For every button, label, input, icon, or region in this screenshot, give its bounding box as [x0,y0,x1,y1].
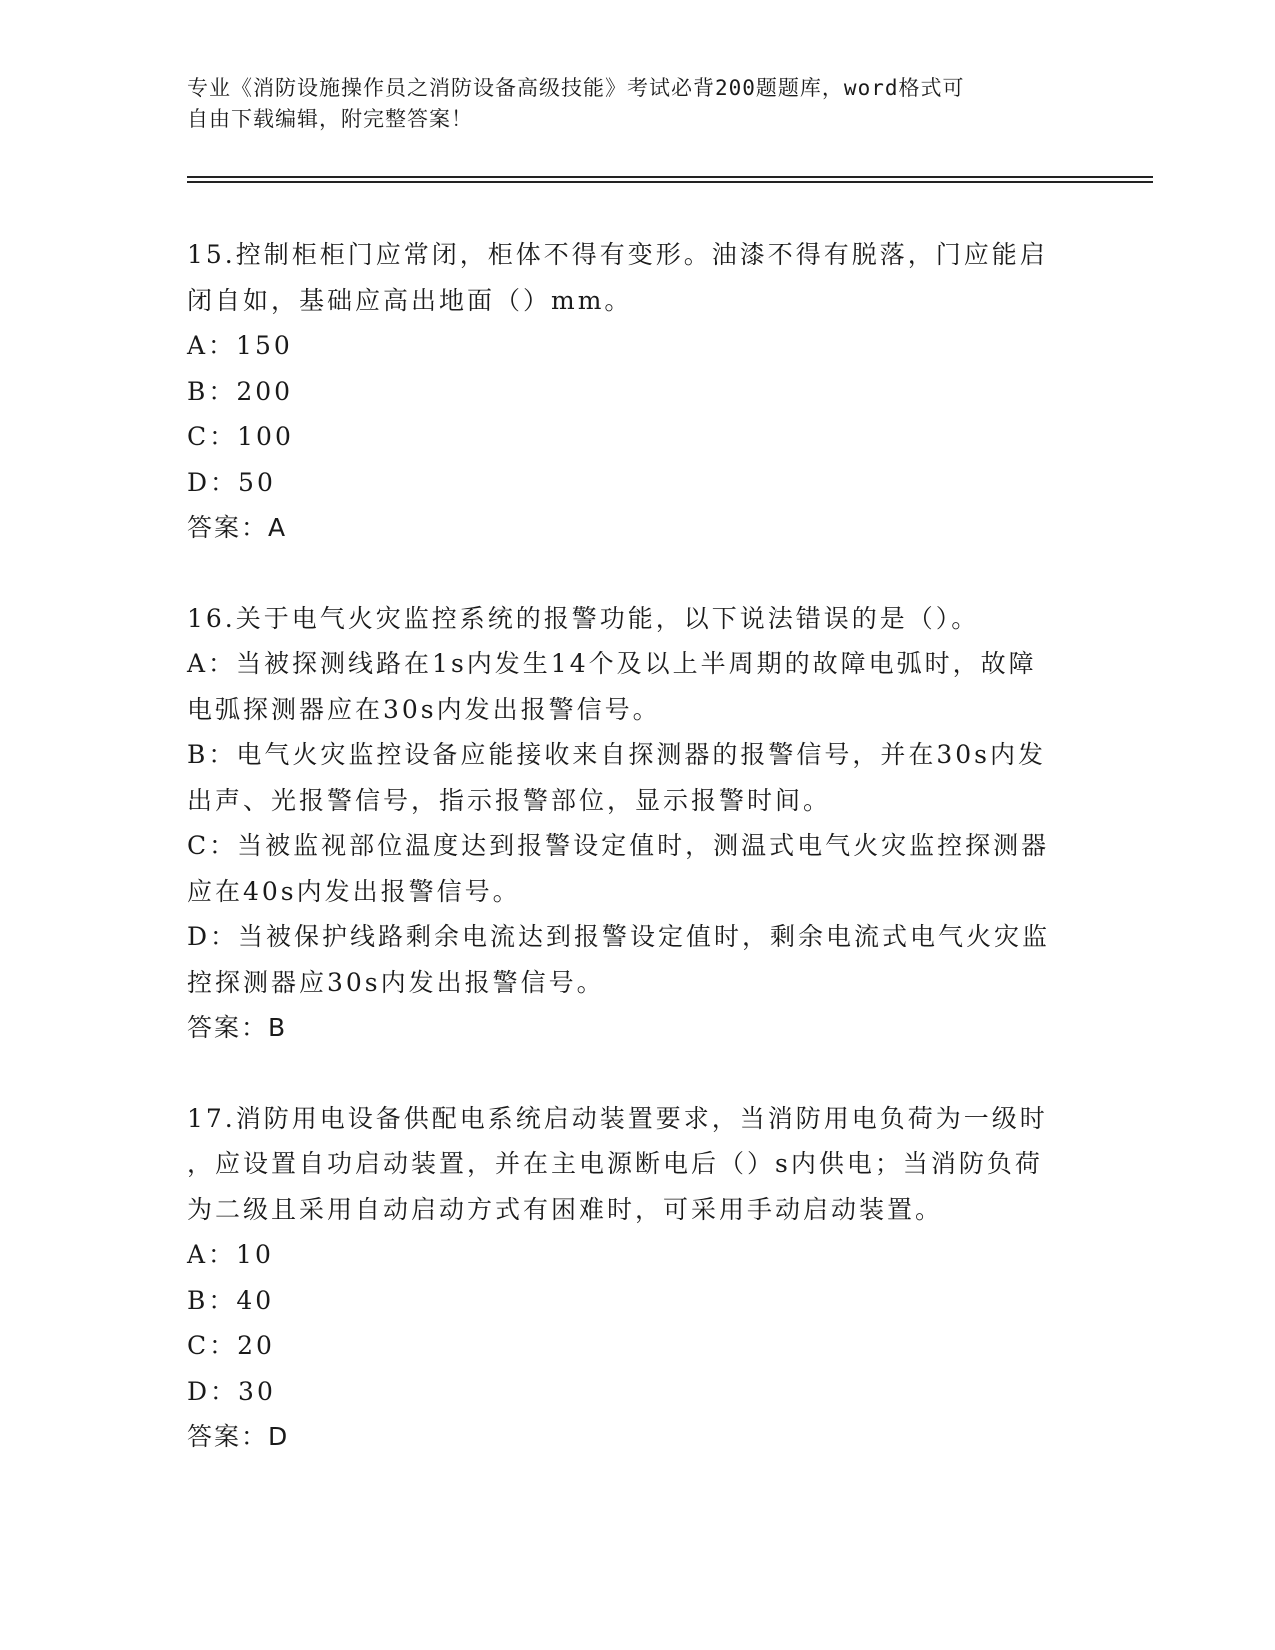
question-list [187,232,1087,1505]
option-d-line-2: 控探测器应30s内发出报警信号。 [187,967,605,997]
question-stem-line: ，应设置自功启动装置，并在主电源断电后（）s内供电；当消防负荷 [187,1149,1043,1178]
option-c: C：100 [187,422,294,451]
option-a: A：10 [187,1240,274,1269]
option-b: B：200 [187,376,294,406]
answer-line: 答案：A [187,513,288,542]
option-d-line-1: D：当被保护线路剩余电流达到报警设定值时，剩余电流式电气火灾监 [187,922,1051,951]
answer-line: 答案：B [187,1013,288,1042]
question-17 [187,1096,1087,1460]
option-a-line-1: A：当被探测线路在1s内发生14个及以上半周期的故障电弧时，故障 [187,649,1037,678]
question-stem-line: 17.消防用电设备供配电系统启动装置要求，当消防用电负荷为一级时 [187,1103,1048,1133]
question-16 [187,596,1087,1051]
answer-line: 答案：D [187,1422,290,1451]
option-d: D：50 [187,467,276,497]
document-header [187,73,1087,135]
option-a: A：150 [187,331,293,360]
question-stem-line: 闭自如，基础应高出地面（）mm。 [187,285,633,315]
question-stem-line: 16.关于电气火灾监控系统的报警功能，以下说法错误的是（）。 [187,603,980,633]
option-c: C：20 [187,1331,275,1360]
header-line-1: 专业《消防设施操作员之消防设备高级技能》考试必背200题题库，word格式可 [187,76,965,100]
header-line-2: 自由下载编辑，附完整答案！ [187,107,473,131]
question-15 [187,232,1087,551]
option-c-line-2: 应在40s内发出报警信号。 [187,876,521,906]
question-stem-line: 为二级且采用自动启动方式有困难时，可采用手动启动装置。 [187,1194,944,1224]
option-d: D：30 [187,1376,276,1406]
header-divider-bottom [187,181,1153,183]
option-b-line-1: B：电气火灾监控设备应能接收来自探测器的报警信号，并在30s内发 [187,740,1047,769]
option-b: B：40 [187,1285,275,1315]
question-stem-line: 15.控制柜柜门应常闭，柜体不得有变形。油漆不得有脱落，门应能启 [187,240,1048,269]
header-divider-top [187,176,1153,178]
option-b-line-2: 出声、光报警信号，指示报警部位，显示报警时间。 [187,785,832,815]
option-a-line-2: 电弧探测器应在30s内发出报警信号。 [187,694,661,724]
option-c-line-1: C：当被监视部位温度达到报警设定值时，测温式电气火灾监控探测器 [187,831,1050,860]
